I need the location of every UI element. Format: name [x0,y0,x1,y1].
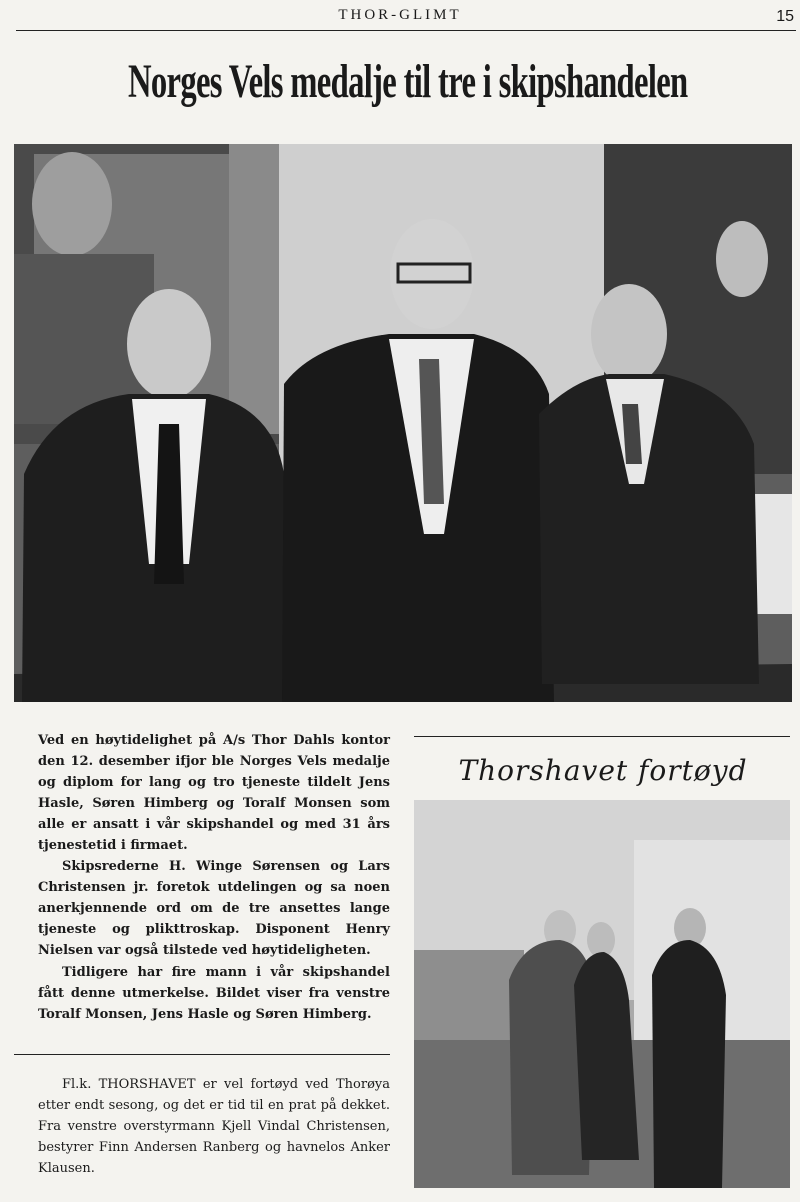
side-story-caption: Fl.k. THORSHAVET er vel fortøyd ved Thorøya etter endt sesong, og det er tid til en prat på dekket. Fra venstre overstyrmann Kjell Vindal Christensen, bestyrer Finn Andersen Ranberg og havnelos Anker Klausen. [38,1077,390,1176]
magazine-name: THOR-GLIMT [338,7,462,23]
article-paragraph-2: Skipsrederne H. Winge Sørensen og Lars Christensen jr. foretok utdelingen og sa noen anerkjennende ord om de tre ansettes lange tjeneste og plikttroskap. Disponent Henry Nielsen var også tilstede ved høytideligheten. [38,859,390,958]
side-story-title: Thorshavet fortøyd [458,754,748,787]
caption-rule [14,1054,390,1055]
side-story-top-rule [414,736,790,737]
running-head [0,6,800,28]
article-paragraph-1: Ved en høytidelighet på A/s Thor Dahls kontor den 12. desember ifjor ble Norges Vels medalje og diplom for lang og tro tjeneste tildelt Jens Hasle, Søren Himberg og Toralf Monsen som alle er ansatt i vår skipshandel og med 31 års tjenestetid i firmaet. [38,733,390,853]
medal-ceremony-photo [14,144,792,702]
ship-deck-photo [414,800,790,1188]
article-paragraph-3: Tidligere har fire mann i vår skipshandel fått denne utmerkelse. Bildet viser fra venstre Toralf Monsen, Jens Hasle og Søren Himberg. [38,965,390,1022]
page-number: 15 [776,8,794,25]
article-headline: Norges Vels medalje til tre i skipshandelen [128,55,688,108]
header-rule [16,30,796,31]
